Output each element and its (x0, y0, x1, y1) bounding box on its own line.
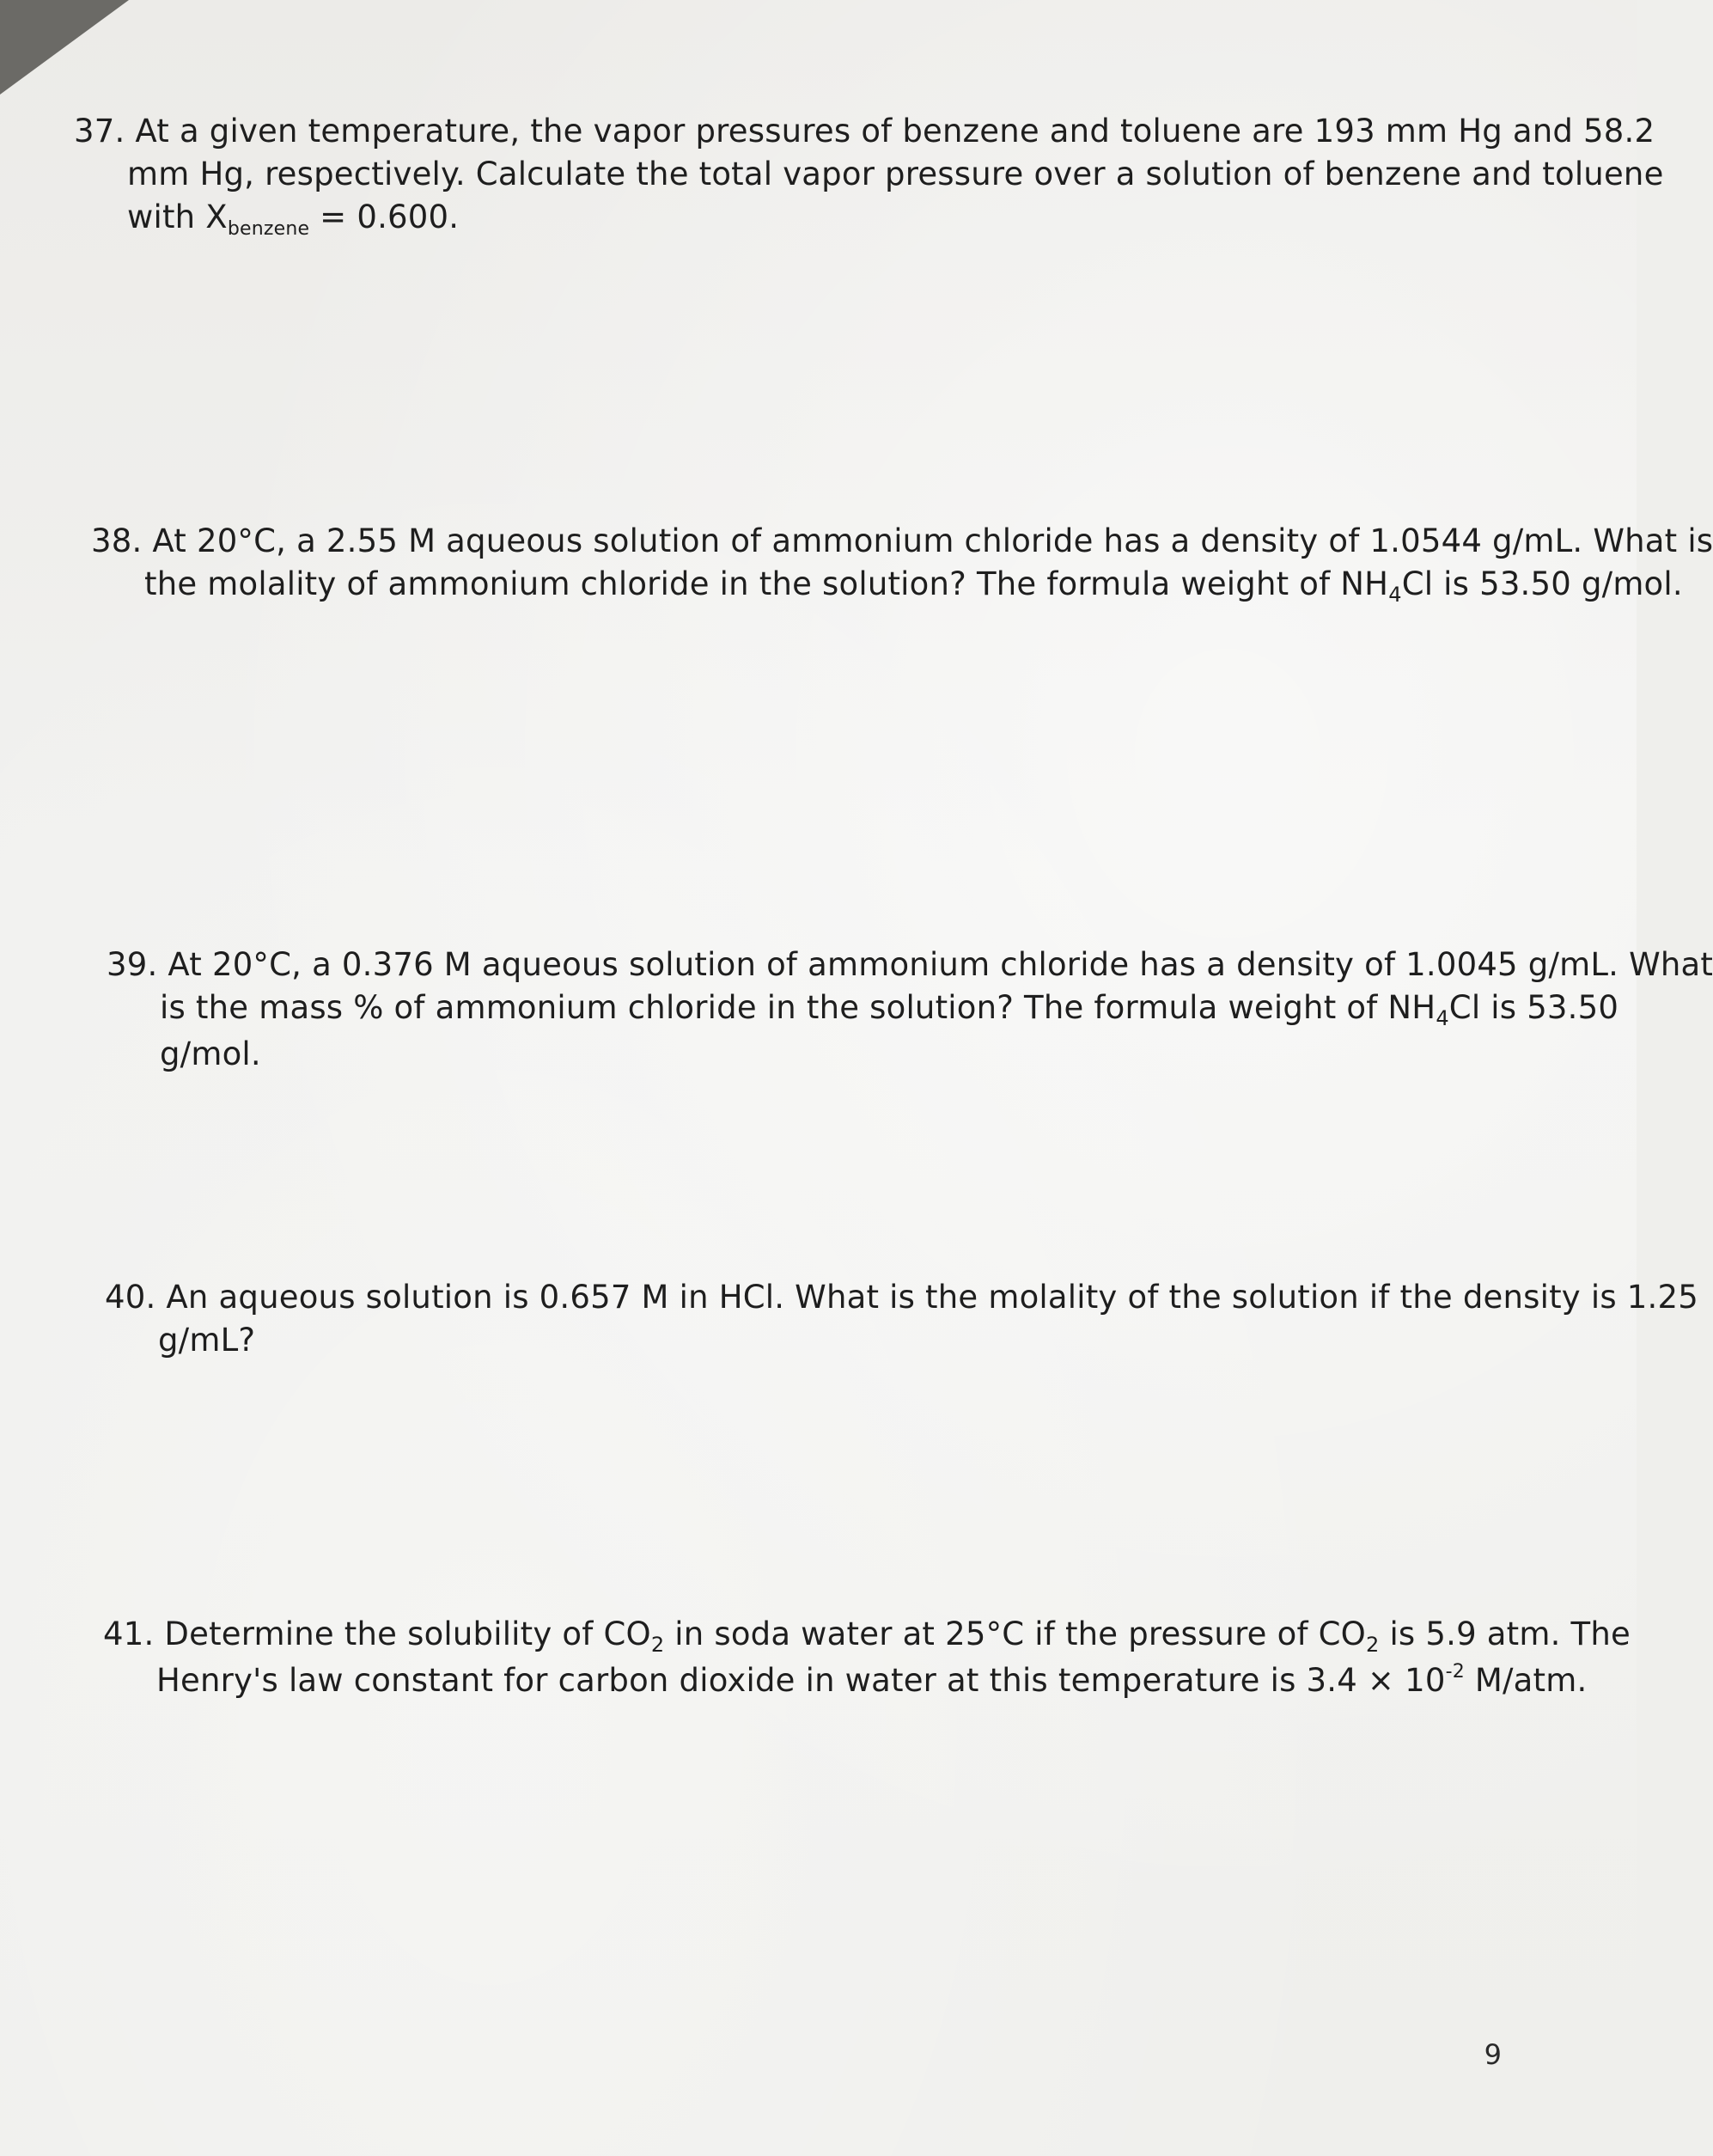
question-40 (105, 1276, 1698, 1362)
question-41-number: 41. (103, 1615, 155, 1652)
question-41-text-line-2-prefix: Henry's law constant for carbon dioxide in water at this temperature is 3.4 × 10 (156, 1662, 1446, 1699)
question-39-text-line-3: g/mol. (160, 1035, 261, 1072)
question-38-text-line-2-prefix: the molality of ammonium chloride in the solution? The formula weight of NH (144, 565, 1389, 602)
question-38-line-2 (91, 563, 1713, 609)
page-number: 9 (1484, 2038, 1502, 2071)
question-39-line-2 (107, 986, 1713, 1033)
question-39-line-1 (107, 944, 1713, 986)
question-38-subscript: 4 (1388, 583, 1402, 607)
question-41-text-line-1-suffix: is 5.9 atm. The (1379, 1615, 1631, 1652)
bleed-through-smudge (893, 670, 1409, 705)
question-41-superscript: -2 (1445, 1661, 1465, 1683)
question-39-subscript: 4 (1436, 1006, 1449, 1030)
question-41 (103, 1613, 1631, 1707)
question-37-number: 37. (74, 113, 125, 150)
question-38-line-1 (91, 520, 1713, 563)
question-39-number: 39. (107, 946, 158, 983)
question-41-text-line-2-suffix: M/atm. (1464, 1662, 1588, 1699)
question-41-subscript-1: 2 (650, 1633, 665, 1657)
question-37-text-line-3-suffix: = 0.600. (309, 198, 460, 235)
page-corner-shadow (0, 0, 129, 95)
question-39-text-line-1: At 20°C, a 0.376 M aqueous solution of ammonium chloride has a density of 1.0045 g/mL. What (168, 946, 1713, 983)
question-40-line-1 (105, 1276, 1698, 1319)
question-38-number: 38. (91, 522, 143, 559)
question-41-line-1 (103, 1613, 1631, 1659)
question-40-text-line-1: An aqueous solution is 0.657 M in HCl. What is the molality of the solution if the density is 1.25 (166, 1279, 1698, 1316)
question-37 (74, 110, 1664, 244)
question-37-text-line-2: mm Hg, respectively. Calculate the total vapor pressure over a solution of benzene and toluene (127, 156, 1664, 192)
question-39-text-line-2-prefix: is the mass % of ammonium chloride in the solution? The formula weight of NH (160, 989, 1436, 1026)
question-37-line-3 (74, 196, 1664, 244)
question-40-number: 40. (105, 1279, 156, 1316)
question-37-text-line-1: At a given temperature, the vapor pressures of benzene and toluene are 193 mm Hg and 58.2 (135, 113, 1655, 150)
question-41-text-line-1-middle: in soda water at 25°C if the pressure of CO (664, 1615, 1366, 1652)
question-38 (91, 520, 1713, 609)
question-37-line-1 (74, 110, 1664, 153)
question-41-text-line-1-prefix: Determine the solubility of CO (164, 1615, 651, 1652)
question-38-text-line-1: At 20°C, a 2.55 M aqueous solution of ammonium chloride has a density of 1.0544 g/mL. What is (152, 522, 1713, 559)
question-39-text-line-2-suffix: Cl is 53.50 (1448, 989, 1619, 1026)
question-38-text-line-2-suffix: Cl is 53.50 g/mol. (1401, 565, 1683, 602)
question-40-text-line-2: g/mL? (158, 1322, 256, 1359)
question-41-line-2 (103, 1659, 1631, 1707)
question-41-subscript-2: 2 (1366, 1633, 1380, 1657)
question-37-text-line-3-prefix: with X (127, 198, 228, 235)
question-39 (107, 944, 1713, 1076)
question-37-subscript: benzene (227, 218, 310, 240)
